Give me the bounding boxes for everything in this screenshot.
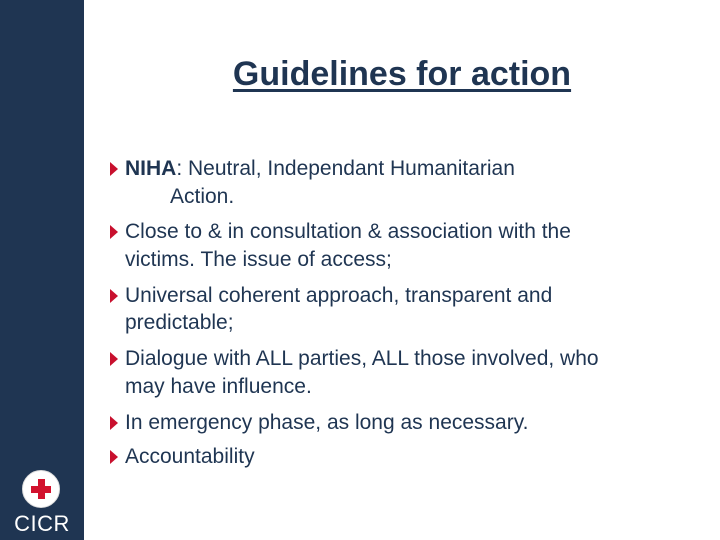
bullet-item-6: Accountability [125,445,255,468]
bullet-item-1-cont: Action. [170,185,235,208]
bullet-item-2-cont: victims. The issue of access; [125,248,392,271]
bullet-arrow-icon [110,416,118,430]
bullet-item-3-cont: predictable; [125,311,234,334]
slide-title: Guidelines for action [232,55,572,93]
bullet-arrow-icon [110,162,118,176]
bullet-arrow-icon [110,352,118,366]
bullet-arrow-icon [110,289,118,303]
bullet-arrow-icon [110,225,118,239]
bullet-item-5: In emergency phase, as long as necessary. [125,411,529,434]
bullet-item-1: NIHA: Neutral, Independant Humanitarian [125,157,515,180]
bullet-item-2: Close to & in consultation & association with the [125,220,571,243]
bullet-item-4-cont: may have influence. [125,375,312,398]
bullet-item-3: Universal coherent approach, transparent and [125,284,553,307]
bullet-item-4: Dialogue with ALL parties, ALL those involved, who [125,347,599,370]
red-cross-emblem-icon [22,470,60,508]
bullet-arrow-icon [110,450,118,464]
logo-text: CICR [14,511,70,536]
sidebar-band [0,0,84,540]
